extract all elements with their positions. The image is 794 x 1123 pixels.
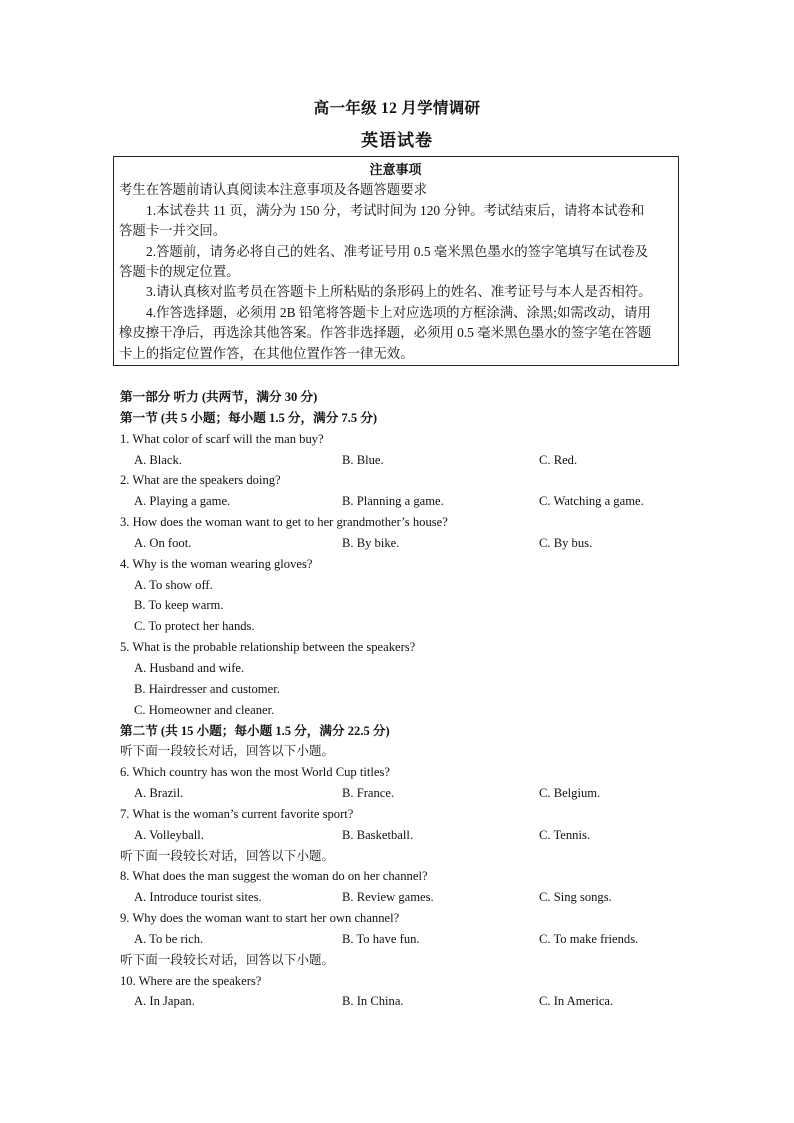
question-9: 9. Why does the woman want to start her own channel? (120, 911, 400, 926)
option-b: B. Basketball. (342, 827, 414, 842)
question-10: 10. Where are the speakers? (120, 973, 262, 988)
question-8-options (120, 887, 680, 908)
question-3: 3. How does the woman want to get to her grandmother’s house? (120, 515, 448, 530)
option-b: B. France. (342, 786, 395, 801)
option-b: B. In China. (342, 994, 404, 1009)
option-b: B. To keep warm. (134, 598, 224, 613)
exam-subtitle: 英语试卷 (361, 131, 433, 150)
question-2: 2. What are the speakers doing? (120, 473, 281, 488)
option-b: B. Hairdresser and customer. (134, 681, 280, 696)
option-a: A. Playing a game. (134, 494, 231, 509)
notice-box (113, 156, 679, 366)
option-a: A. To show off. (134, 577, 213, 592)
notice-item-3: 3.请认真核对监考员在答题卡上所粘贴的条形码上的姓名、准考证号与本人是否相符。 (146, 284, 652, 300)
notice-item-4-line-3: 卡上的指定位置作答，在其他位置作答一律无效。 (119, 345, 414, 361)
dialogue-instruction: 听下面一段较长对话，回答以下小题。 (120, 848, 335, 863)
section2-heading: 第二节 (共 15 小题；每小题 1.5 分，满分 22.5 分) (120, 723, 390, 738)
option-a: A. To be rich. (134, 931, 204, 946)
dialogue-instruction: 听下面一段较长对话，回答以下小题。 (120, 744, 335, 759)
question-5: 5. What is the probable relationship between the speakers? (120, 640, 416, 655)
option-c: C. By bus. (539, 535, 593, 550)
question-7: 7. What is the woman’s current favorite sport? (120, 806, 354, 821)
notice-item-1-line-1: 1.本试卷共 11 页，满分为 150 分，考试时间为 120 分钟。考试结束后，请将本试卷和 (146, 202, 645, 218)
exam-title: 高一年级 12 月学情调研 (313, 100, 481, 117)
notice-item-4-line-1: 4.作答选择题，必须用 2B 铅笔将答题卡上对应选项的方框涂满、涂黑;如需改动，请用 (146, 304, 651, 320)
option-a: A. Husband and wife. (134, 660, 245, 675)
option-a: A. Volleyball. (134, 827, 204, 842)
option-b: B. To have fun. (342, 931, 420, 946)
notice-heading: 注意事项 (369, 162, 422, 177)
option-a: A. In Japan. (134, 994, 195, 1009)
notice-item-2-line-1: 2.答题前，请务必将自己的姓名、准考证号用 0.5 毫米黑色墨水的签字笔填写在试卷及 (146, 243, 649, 259)
option-c: C. Watching a game. (539, 494, 644, 509)
notice-item-4-line-2: 橡皮擦干净后，再选涂其他答案。作答非选择题，必须用 0.5 毫米黑色墨水的签字笔在答题 (119, 325, 652, 341)
option-c: C. Homeowner and cleaner. (134, 702, 275, 717)
question-7-options (120, 825, 680, 846)
option-b: B. Review games. (342, 890, 434, 905)
option-c: C. To protect her hands. (134, 619, 255, 634)
question-6-options (120, 783, 680, 804)
option-b: B. Blue. (342, 452, 384, 467)
option-b: B. Planning a game. (342, 494, 444, 509)
option-b: B. By bike. (342, 535, 400, 550)
question-6: 6. Which country has won the most World Cup titles? (120, 765, 390, 780)
option-c: C. Sing songs. (539, 890, 612, 905)
option-c: C. Red. (539, 452, 578, 467)
option-a: A. Brazil. (134, 786, 184, 801)
question-8: 8. What does the man suggest the woman do on her channel? (120, 869, 428, 884)
option-c: C. To make friends. (539, 931, 639, 946)
option-a: A. Introduce tourist sites. (134, 890, 262, 905)
option-a: A. On foot. (134, 535, 192, 550)
section1-heading: 第一节 (共 5 小题；每小题 1.5 分，满分 7.5 分) (120, 410, 378, 425)
question-3-options (120, 533, 680, 554)
option-a: A. Black. (134, 452, 182, 467)
option-c: C. Belgium. (539, 786, 601, 801)
question-1: 1. What color of scarf will the man buy? (120, 431, 324, 446)
question-2-options (120, 491, 680, 512)
notice-item-2-line-2: 答题卡的规定位置。 (119, 264, 240, 280)
part1-heading: 第一部分 听力 (共两节，满分 30 分) (120, 390, 318, 404)
notice-item-1-line-2: 答题卡一并交回。 (119, 223, 227, 239)
dialogue-instruction: 听下面一段较长对话，回答以下小题。 (120, 952, 335, 967)
question-10-options (120, 991, 680, 1012)
option-c: C. Tennis. (539, 827, 591, 842)
option-c: C. In America. (539, 994, 614, 1009)
notice-intro: 考生在答题前请认真阅读本注意事项及各题答题要求 (119, 182, 427, 198)
question-4: 4. Why is the woman wearing gloves? (120, 556, 313, 571)
question-9-options (120, 929, 680, 950)
listening-section (120, 387, 680, 1012)
question-1-options (120, 450, 680, 471)
